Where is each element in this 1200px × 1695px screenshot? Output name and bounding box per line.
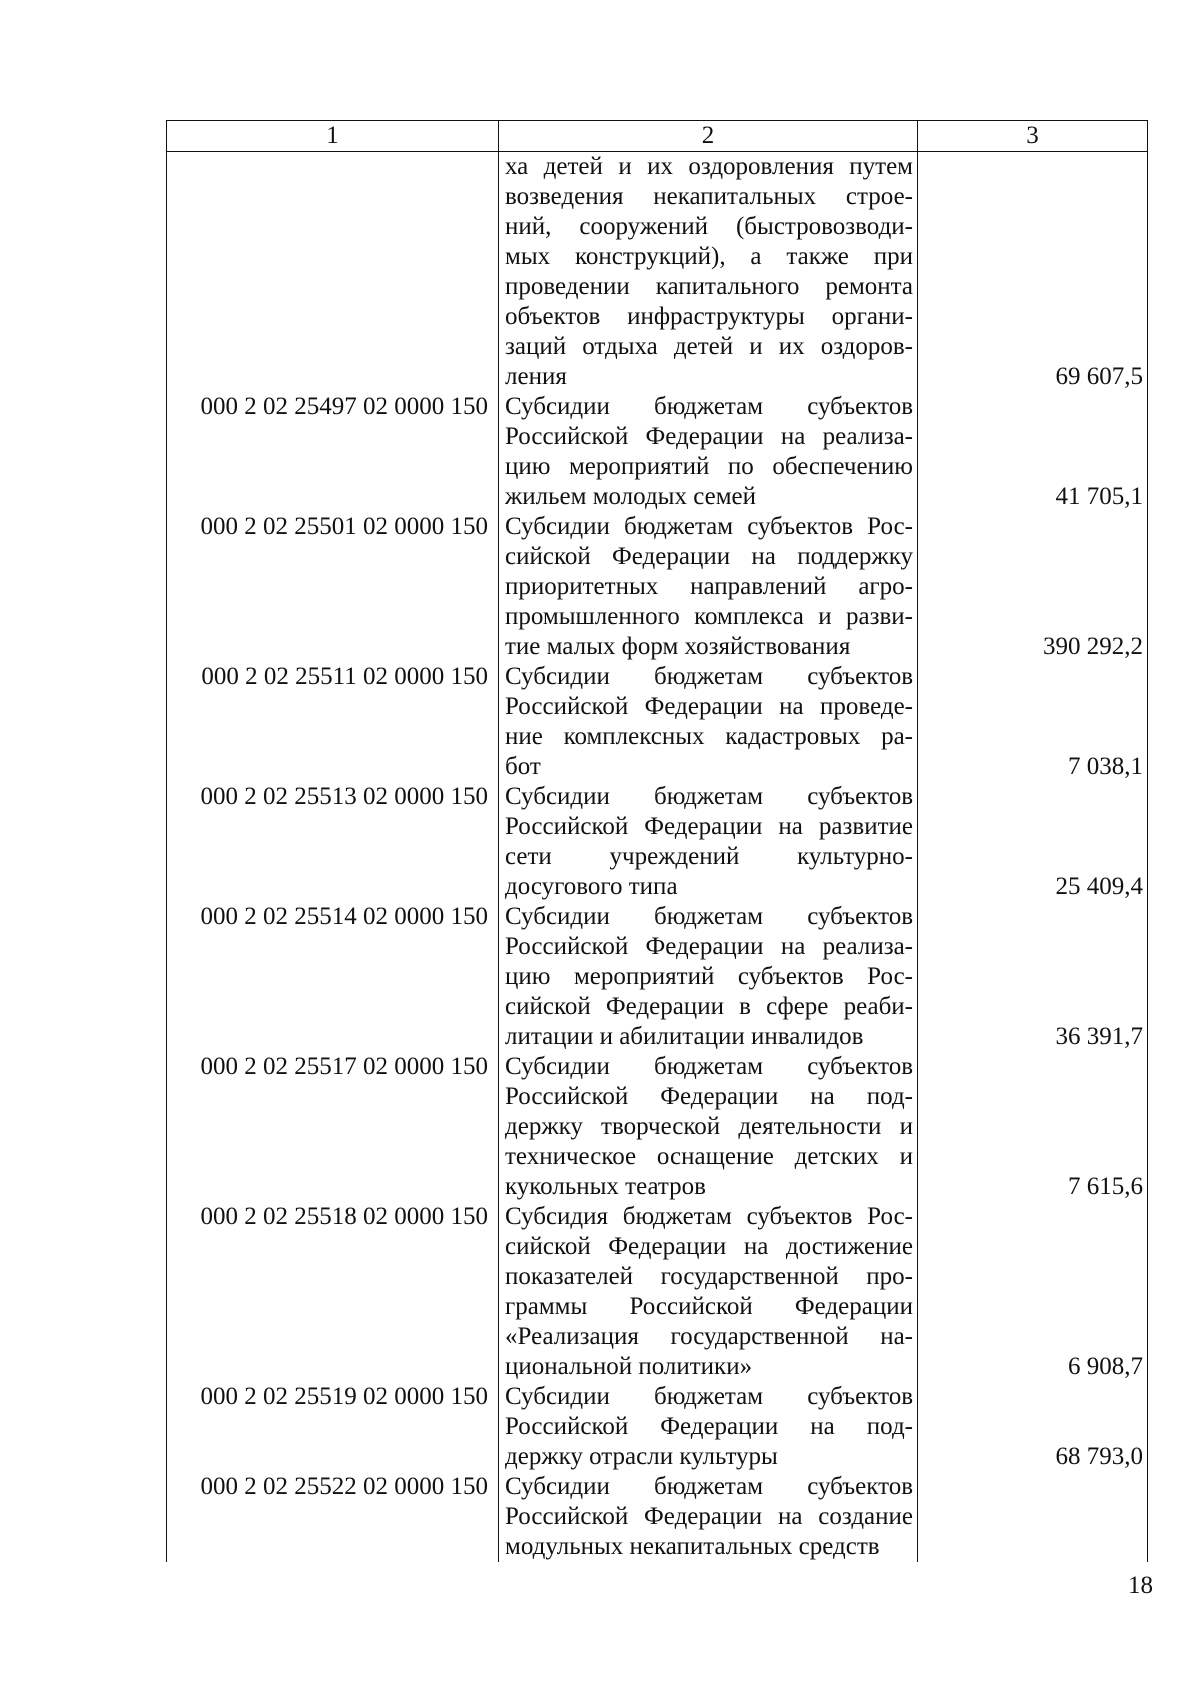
description-line: циональной политики»	[505, 1353, 753, 1380]
description-cell	[499, 902, 918, 1052]
budget-code-cell: 000 2 02 25519 02 0000 150	[167, 1382, 499, 1472]
description-line: Субсидии бюджетам субъектов	[505, 1383, 913, 1410]
amount-cell: 36 391,7	[918, 902, 1148, 1052]
table-row	[167, 902, 1148, 1052]
description-line: Российской Федерации на реализа-	[505, 423, 913, 450]
column-header-1: 1	[167, 121, 499, 152]
table-row	[167, 1202, 1148, 1382]
table-row	[167, 1382, 1148, 1472]
description-line: возведения некапитальных строе-	[505, 183, 913, 210]
amount-cell: 25 409,4	[918, 782, 1148, 902]
description-line: сийской Федерации на достижение	[505, 1233, 913, 1260]
description-line: Российской Федерации на под-	[505, 1413, 913, 1440]
amount-cell: 6 908,7	[918, 1202, 1148, 1382]
description-cell	[499, 512, 918, 662]
description-cell	[499, 662, 918, 782]
description-line: Российской Федерации на проведе-	[505, 693, 913, 720]
description-line: литации и абилитации инвалидов	[505, 1023, 864, 1050]
amount-cell: 7 038,1	[918, 662, 1148, 782]
budget-code-cell: 000 2 02 25518 02 0000 150	[167, 1202, 499, 1382]
column-header-3: 3	[918, 121, 1148, 152]
description-line: Субсидии бюджетам субъектов	[505, 663, 913, 690]
description-line: Субсидии бюджетам субъектов	[505, 393, 913, 420]
description-line: Субсидии бюджетам субъектов	[505, 1053, 913, 1080]
description-line: держку творческой деятельности и	[505, 1113, 913, 1140]
amount-cell: 41 705,1	[918, 392, 1148, 512]
budget-code-cell: 000 2 02 25501 02 0000 150	[167, 512, 499, 662]
description-line: промышленного комплекса и разви-	[505, 603, 913, 630]
description-line: Российской Федерации на создание	[505, 1503, 913, 1530]
budget-code-cell: 000 2 02 25522 02 0000 150	[167, 1472, 499, 1562]
description-line: ний, сооружений (быстровозводи-	[505, 213, 913, 240]
description-cell	[499, 392, 918, 512]
amount-cell: 68 793,0	[918, 1382, 1148, 1472]
description-line: ления	[505, 363, 567, 390]
description-line: мых конструкций), а также при	[505, 243, 913, 270]
description-line: кукольных театров	[505, 1173, 706, 1200]
description-line: Субсидии бюджетам субъектов	[505, 1473, 913, 1500]
table-row	[167, 662, 1148, 782]
description-line: объектов инфраструктуры органи-	[505, 303, 913, 330]
column-header-2: 2	[499, 121, 918, 152]
page-number: 18	[1128, 1572, 1153, 1599]
table-row	[167, 512, 1148, 662]
description-cell	[499, 1472, 918, 1562]
description-cell	[499, 782, 918, 902]
description-line: показателей государственной про-	[505, 1263, 913, 1290]
description-cell	[499, 1052, 918, 1202]
description-line: сийской Федерации в сфере реаби-	[505, 993, 913, 1020]
description-line: сийской Федерации на поддержку	[505, 543, 913, 570]
table-row	[167, 1472, 1148, 1562]
description-line: «Реализация государственной на-	[505, 1323, 913, 1350]
amount-cell: 7 615,6	[918, 1052, 1148, 1202]
description-cell	[499, 1202, 918, 1382]
table-row	[167, 1052, 1148, 1202]
description-line: Субсидии бюджетам субъектов	[505, 783, 913, 810]
table-row	[167, 782, 1148, 902]
description-line: ние комплексных кадастровых ра-	[505, 723, 913, 750]
amount-cell: 69 607,5	[918, 152, 1148, 393]
table-body	[167, 152, 1148, 1563]
description-line: Субсидия бюджетам субъектов Рос-	[505, 1203, 913, 1230]
description-line: модульных некапитальных средств	[505, 1533, 880, 1560]
budget-code-cell: 000 2 02 25517 02 0000 150	[167, 1052, 499, 1202]
budget-table	[166, 120, 1148, 1562]
description-line: бот	[505, 753, 541, 780]
description-line: заций отдыха детей и их оздоров-	[505, 333, 913, 360]
budget-code-cell	[167, 152, 499, 393]
description-line: цию мероприятий по обеспечению	[505, 453, 913, 480]
description-line: жильем молодых семей	[505, 483, 757, 510]
description-line: Субсидии бюджетам субъектов	[505, 903, 913, 930]
description-line: приоритетных направлений агро-	[505, 573, 913, 600]
description-line: ха детей и их оздоровления путем	[505, 153, 913, 180]
budget-code-cell: 000 2 02 25514 02 0000 150	[167, 902, 499, 1052]
description-line: тие малых форм хозяйствования	[505, 633, 851, 660]
header-row	[167, 121, 1148, 152]
description-line: проведении капитального ремонта	[505, 273, 913, 300]
table-row	[167, 152, 1148, 393]
description-line: Российской Федерации на развитие	[505, 813, 913, 840]
budget-code-cell: 000 2 02 25511 02 0000 150	[167, 662, 499, 782]
description-cell	[499, 1382, 918, 1472]
description-line: досугового типа	[505, 873, 678, 900]
description-line: Субсидии бюджетам субъектов Рос-	[505, 513, 913, 540]
description-line: граммы Российской Федерации	[505, 1293, 913, 1320]
description-line: сети учреждений культурно-	[505, 843, 913, 870]
description-line: Российской Федерации на реализа-	[505, 933, 913, 960]
amount-cell	[918, 1472, 1148, 1562]
budget-code-cell: 000 2 02 25497 02 0000 150	[167, 392, 499, 512]
table-row	[167, 392, 1148, 512]
budget-code-cell: 000 2 02 25513 02 0000 150	[167, 782, 499, 902]
description-cell	[499, 152, 918, 393]
description-line: техническое оснащение детских и	[505, 1143, 913, 1170]
description-line: Российской Федерации на под-	[505, 1083, 913, 1110]
description-line: держку отрасли культуры	[505, 1443, 778, 1470]
description-line: цию мероприятий субъектов Рос-	[505, 963, 913, 990]
amount-cell: 390 292,2	[918, 512, 1148, 662]
